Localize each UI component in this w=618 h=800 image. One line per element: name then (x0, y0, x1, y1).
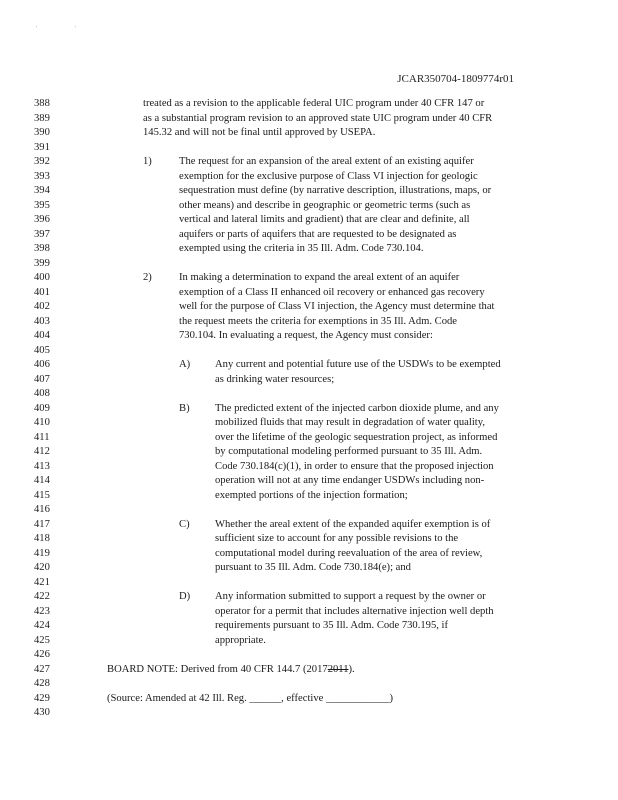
line-text: the request meets the criteria for exemptions in 35 Ill. Adm. Code (179, 315, 458, 327)
document-id: JCAR350704-1809774r01 (397, 73, 514, 85)
line-text: 730.104. In evaluating a request, the Agency must consider: (179, 330, 433, 341)
line-number: 408 (34, 388, 50, 399)
line-number: 424 (34, 620, 50, 631)
text-line (0, 112, 618, 127)
line-number: 407 (34, 373, 50, 385)
line-number: 429 (34, 692, 50, 704)
line-text: pursuant to 35 Ill. Adm. Code 730.184(e); and (215, 562, 411, 573)
text-line (0, 561, 618, 576)
line-number: 396 (34, 214, 50, 225)
line-number: 400 (34, 272, 50, 283)
line-text: sufficient size to account for any possible revisions to the (215, 533, 459, 544)
line-number: 403 (34, 315, 50, 327)
text-line (0, 387, 618, 402)
line-number: 425 (34, 634, 50, 646)
line-number: 412 (34, 446, 50, 457)
line-text: appropriate. (215, 634, 266, 646)
list-marker: A) (179, 359, 191, 370)
text-line (0, 344, 618, 359)
line-text: Any information submitted to support a request by the owner or (215, 591, 486, 602)
line-number: 422 (34, 591, 50, 602)
text-line (0, 257, 618, 272)
line-text: In making a determination to expand the areal extent of an aquifer (179, 272, 460, 283)
line-text: well for the purpose of Class VI injection, the Agency must determine that (179, 301, 495, 312)
line-number: 410 (34, 417, 50, 428)
list-marker: 1) (143, 156, 152, 167)
line-number: 404 (34, 330, 50, 341)
line-number: 401 (34, 286, 50, 298)
line-number: 423 (34, 605, 50, 617)
text-line (0, 315, 618, 330)
text-line (0, 358, 618, 373)
line-number: 411 (34, 431, 50, 443)
line-text: as drinking water resources; (215, 373, 335, 385)
text-line (0, 329, 618, 344)
line-text: over the lifetime of the geologic sequestration project, as informed (215, 431, 498, 443)
text-line (0, 634, 618, 649)
line-number: 402 (34, 301, 50, 312)
text-line (0, 619, 618, 634)
line-text: sequestration must define (by narrative description, illustrations, maps, or (179, 185, 492, 196)
line-text: vertical and lateral limits and gradient) that are clear and definite, all (179, 214, 470, 225)
line-number: 390 (34, 127, 50, 138)
text-line (0, 532, 618, 547)
line-number: 416 (34, 504, 50, 515)
line-text: treated as a revision to the applicable federal UIC program under 40 CFR 147 or (143, 98, 485, 109)
line-number: 389 (34, 112, 50, 124)
line-number: 420 (34, 562, 50, 573)
text-line (0, 445, 618, 460)
line-number: 405 (34, 344, 50, 356)
line-number: 415 (34, 489, 50, 501)
line-number: 417 (34, 518, 50, 530)
text-line (0, 155, 618, 170)
line-number: 430 (34, 707, 50, 718)
stricken-text: 2011 (327, 663, 349, 675)
line-number: 392 (34, 156, 50, 167)
line-text: 145.32 and will not be final until approved by USEPA. (143, 127, 376, 138)
list-marker: C) (179, 518, 190, 530)
text-line (0, 373, 618, 388)
numbered-lines (0, 97, 618, 721)
list-marker: 2) (143, 272, 152, 283)
line-text: exemption of a Class II enhanced oil recovery or enhanced gas recovery (179, 286, 485, 298)
text-line (0, 576, 618, 591)
text-line (0, 474, 618, 489)
text-line (0, 648, 618, 663)
text-line (0, 286, 618, 301)
line-text: The predicted extent of the injected carbon dioxide plume, and any (215, 402, 499, 414)
line-text: operator for a permit that includes alternative injection well depth (215, 605, 494, 617)
line-number: 421 (34, 576, 50, 588)
line-number: 388 (34, 98, 50, 109)
text-line (0, 605, 618, 620)
line-number: 413 (34, 460, 50, 472)
line-number: 414 (34, 475, 50, 486)
text-line (0, 199, 618, 214)
text-line (0, 271, 618, 286)
line-number: 409 (34, 402, 50, 414)
line-number: 428 (34, 678, 50, 689)
line-number: 391 (34, 141, 50, 153)
text-line (0, 97, 618, 112)
list-marker: B) (179, 402, 190, 414)
text-line (0, 402, 618, 417)
line-number: 427 (34, 663, 50, 675)
line-text-segment: ). (348, 663, 355, 675)
line-text: exempted portions of the injection formation; (215, 489, 408, 501)
line-text: requirements pursuant to 35 Ill. Adm. Code 730.195, if (215, 620, 449, 631)
text-line (0, 590, 618, 605)
text-line (0, 547, 618, 562)
text-line (0, 228, 618, 243)
line-text (107, 663, 355, 678)
line-number: 419 (34, 547, 50, 559)
corner-marks: ' ' (36, 26, 94, 32)
line-number: 395 (34, 199, 50, 211)
text-line (0, 242, 618, 257)
line-text-segment: BOARD NOTE: Derived from 40 CFR 144.7 (2017 (107, 663, 328, 675)
text-line (0, 460, 618, 475)
text-line (0, 663, 618, 678)
line-number: 426 (34, 649, 50, 660)
line-number: 394 (34, 185, 50, 196)
text-line (0, 431, 618, 446)
text-line (0, 503, 618, 518)
text-line (0, 141, 618, 156)
text-line (0, 416, 618, 431)
text-line (0, 300, 618, 315)
text-line (0, 170, 618, 185)
text-line (0, 518, 618, 533)
line-text: The request for an expansion of the areal extent of an existing aquifer (179, 156, 474, 167)
list-marker: D) (179, 591, 191, 602)
line-text: as a substantial program revision to an approved state UIC program under 40 CFR (143, 112, 493, 124)
line-text: Code 730.184(c)(1), in order to ensure that the proposed injection (215, 460, 494, 472)
line-number: 418 (34, 533, 50, 544)
line-number: 398 (34, 243, 50, 254)
line-text: (Source: Amended at 42 Ill. Reg. ______, effective ____________) (107, 692, 394, 704)
text-line (0, 184, 618, 199)
text-line (0, 706, 618, 721)
text-line (0, 489, 618, 504)
line-text: Any current and potential future use of the USDWs to be exempted (215, 359, 501, 370)
line-text: other means) and describe in geographic or geometric terms (such as (179, 199, 471, 211)
line-text: computational model during reevaluation of the area of review, (215, 547, 483, 559)
line-text: operation will not at any time endanger USDWs including non- (215, 475, 485, 486)
text-line (0, 213, 618, 228)
line-number: 406 (34, 359, 50, 370)
line-number: 397 (34, 228, 50, 240)
line-text: exemption for the exclusive purpose of Class VI injection for geologic (179, 170, 478, 182)
text-line (0, 692, 618, 707)
text-line (0, 126, 618, 141)
line-number: 399 (34, 257, 50, 269)
line-text: Whether the areal extent of the expanded aquifer exemption is of (215, 518, 491, 530)
line-text: aquifers or parts of aquifers that are requested to be designated as (179, 228, 457, 240)
line-number: 393 (34, 170, 50, 182)
line-text: exempted using the criteria in 35 Ill. Adm. Code 730.104. (179, 243, 424, 254)
line-text: by computational modeling performed pursuant to 35 Ill. Adm. (215, 446, 483, 457)
line-text: mobilized fluids that may result in degradation of water quality, (215, 417, 485, 428)
text-line (0, 677, 618, 692)
